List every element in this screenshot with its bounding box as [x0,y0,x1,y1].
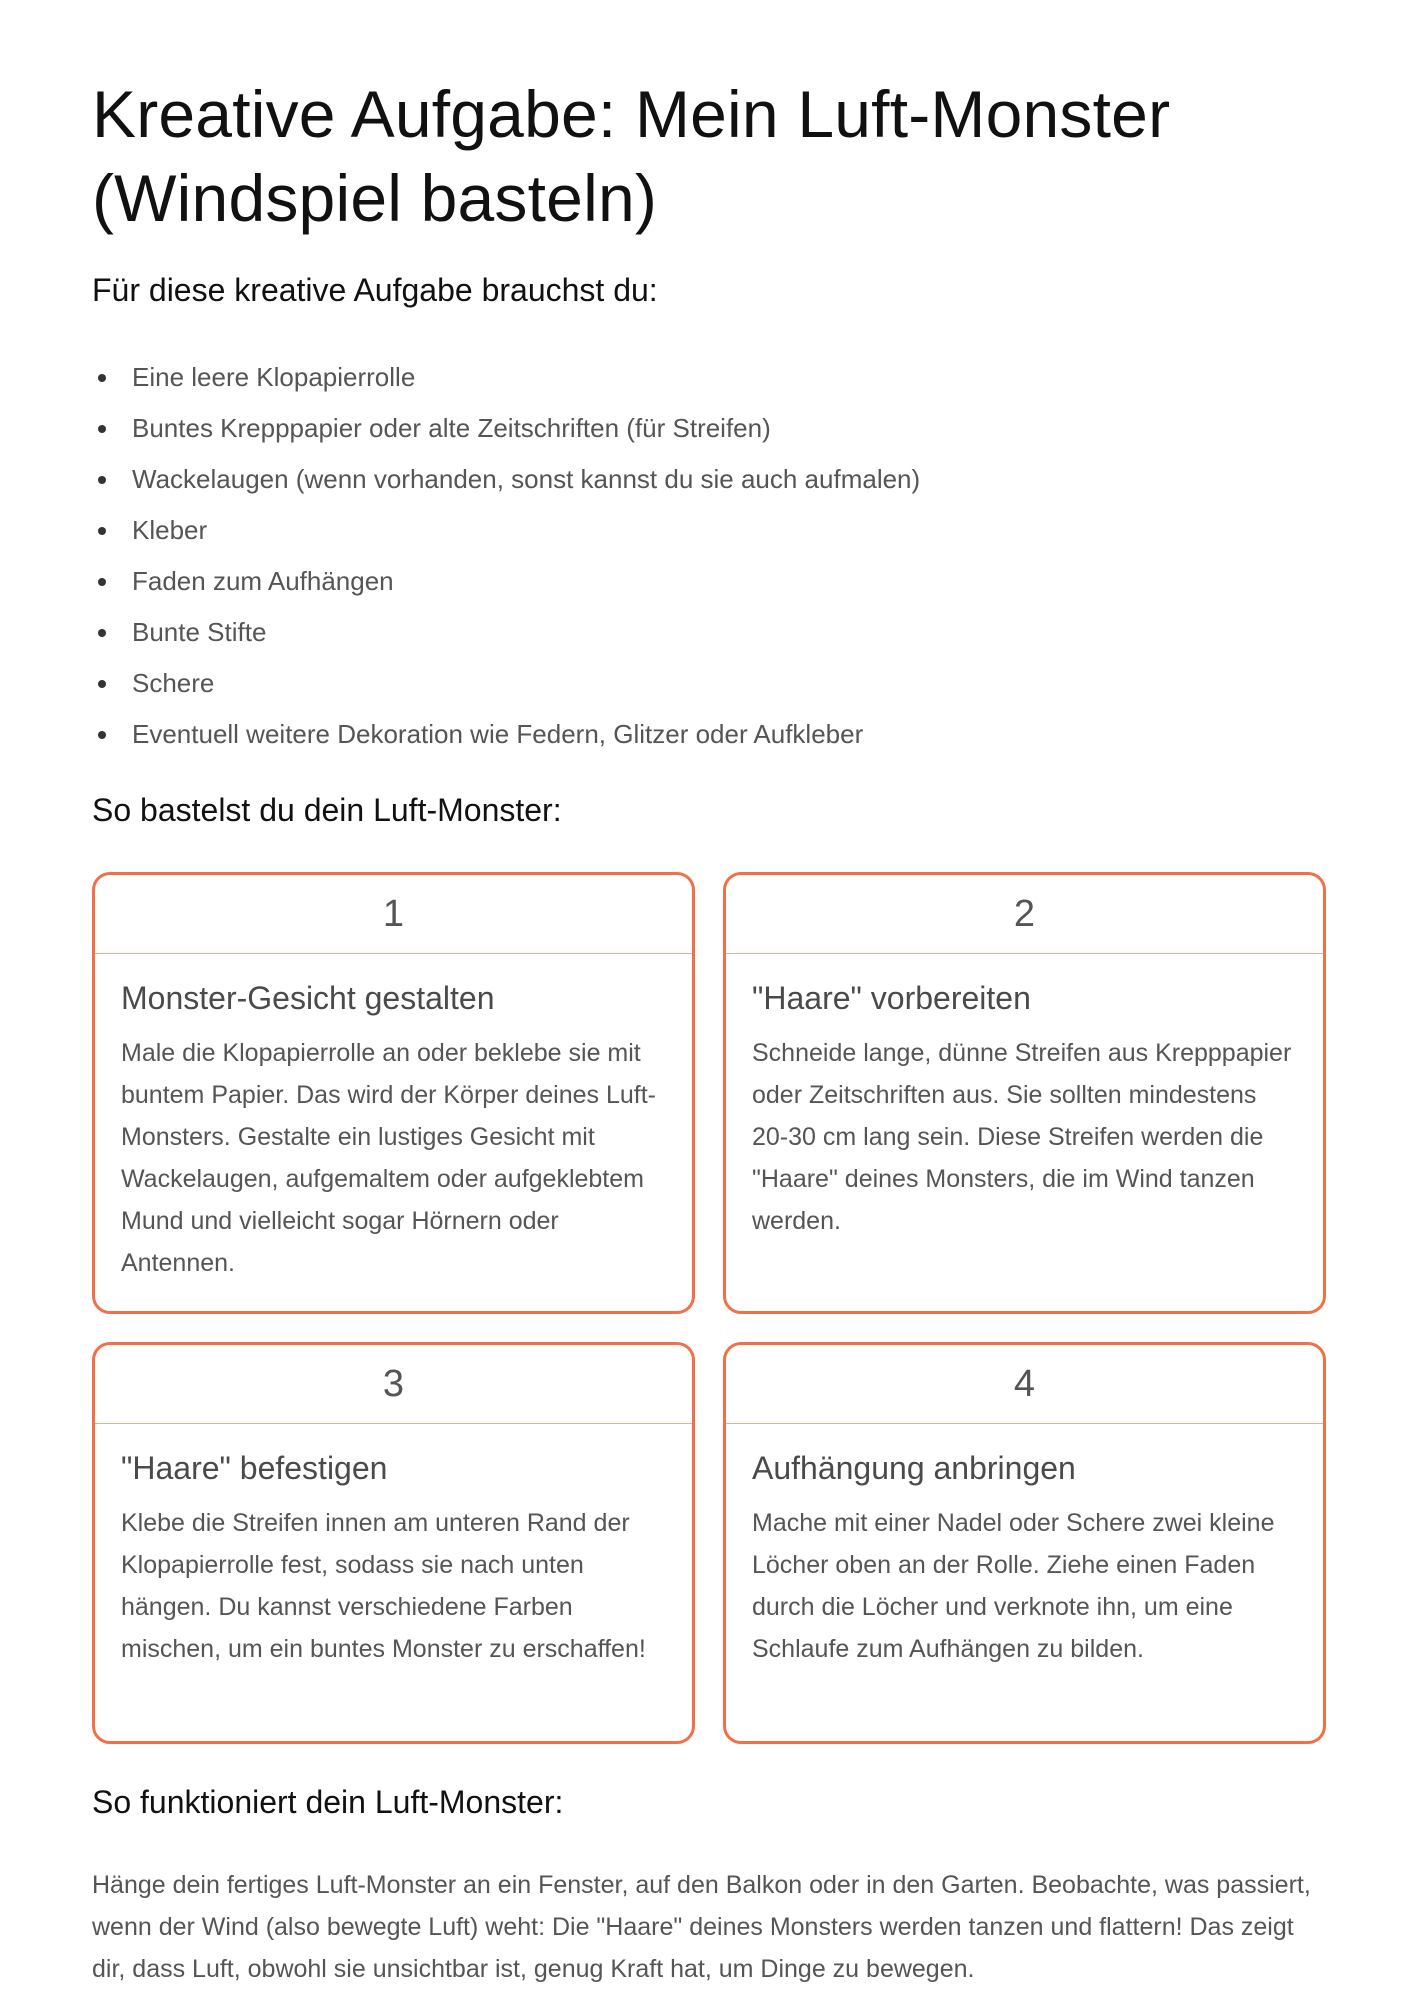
bullet-icon [98,476,106,484]
step-body [95,1424,692,1696]
list-item [92,352,1324,403]
list-item [92,556,1324,607]
bullet-icon [98,629,106,637]
list-item-text: Eine leere Klopapierrolle [132,362,416,392]
step-title: Aufhängung anbringen [752,1450,1076,1486]
bullet-icon [98,731,106,739]
step-number: 4 [726,1345,1323,1424]
step-title: Monster-Gesicht gestalten [121,980,495,1016]
step-body [726,954,1323,1268]
bullet-icon [98,425,106,433]
steps-heading: So bastelst du dein Luft-Monster: [92,792,562,828]
list-item-text: Schere [132,668,215,698]
bullet-icon [98,374,106,382]
list-item-text: Faden zum Aufhängen [132,566,394,596]
step-text: Mache mit einer Nadel oder Schere zwei kleine Löcher oben an der Rolle. Ziehe einen Faden durch die Löcher und verknote ihn, um eine Schlaufe zum Aufhängen zu bilden. [752,1509,1275,1663]
list-item [92,505,1324,556]
list-item-text: Wackelaugen (wenn vorhanden, sonst kannst du sie auch aufmalen) [132,464,921,494]
list-item [92,709,1324,760]
step-card [723,872,1326,1314]
step-title: "Haare" vorbereiten [752,980,1031,1016]
step-number: 1 [95,875,692,954]
step-card [92,872,695,1314]
list-item-text: Buntes Krepppapier oder alte Zeitschriften (für Streifen) [132,413,771,443]
step-text: Male die Klopapierrolle an oder beklebe sie mit buntem Papier. Das wird der Körper deines Luft-Monsters. Gestalte ein lustiges Gesicht mit Wackelaugen, aufgemaltem oder aufgeklebtem Mund und vielleicht sogar Hörnern oder Antennen. [121,1039,656,1277]
step-card [723,1342,1326,1744]
list-item [92,607,1324,658]
step-body [95,954,692,1310]
step-number: 3 [95,1345,692,1424]
how-heading: So funktioniert dein Luft-Monster: [92,1784,564,1820]
list-item [92,403,1324,454]
how-text: Hänge dein fertiges Luft-Monster an ein Fenster, auf den Balkon oder in den Garten. Beobachte, was passiert, wenn der Wind (also bewegte Luft) weht: Die "Haare" deines Monsters werden tanzen und flattern! Das zeigt dir, dass Luft, obwohl sie unsichtbar ist, genug Kraft hat, um Dinge zu bewegen. [92,1871,1311,1983]
step-text: Klebe die Streifen innen am unteren Rand der Klopapierrolle fest, sodass sie nach unten hängen. Du kannst verschiedene Farben mischen, um ein buntes Monster zu erschaffen! [121,1509,646,1663]
step-card [92,1342,695,1744]
bullet-icon [98,527,106,535]
bullet-icon [98,578,106,586]
materials-list [92,352,1324,760]
step-title: "Haare" befestigen [121,1450,388,1486]
list-item-text: Eventuell weitere Dekoration wie Federn, Glitzer oder Aufkleber [132,719,864,749]
bullet-icon [98,680,106,688]
step-number: 2 [726,875,1323,954]
step-body [726,1424,1323,1696]
page-title: Kreative Aufgabe: Mein Luft-Monster (Windspiel basteln) [92,77,1171,235]
list-item-text: Bunte Stifte [132,617,267,647]
steps-grid [92,872,1324,1744]
materials-heading: Für diese kreative Aufgabe brauchst du: [92,272,658,308]
list-item-text: Kleber [132,515,208,545]
step-text: Schneide lange, dünne Streifen aus Krepppapier oder Zeitschriften aus. Sie sollten mindestens 20-30 cm lang sein. Diese Streifen werden die "Haare" deines Monsters, die im Wind tanzen werden. [752,1039,1292,1235]
list-item [92,658,1324,709]
list-item [92,454,1324,505]
